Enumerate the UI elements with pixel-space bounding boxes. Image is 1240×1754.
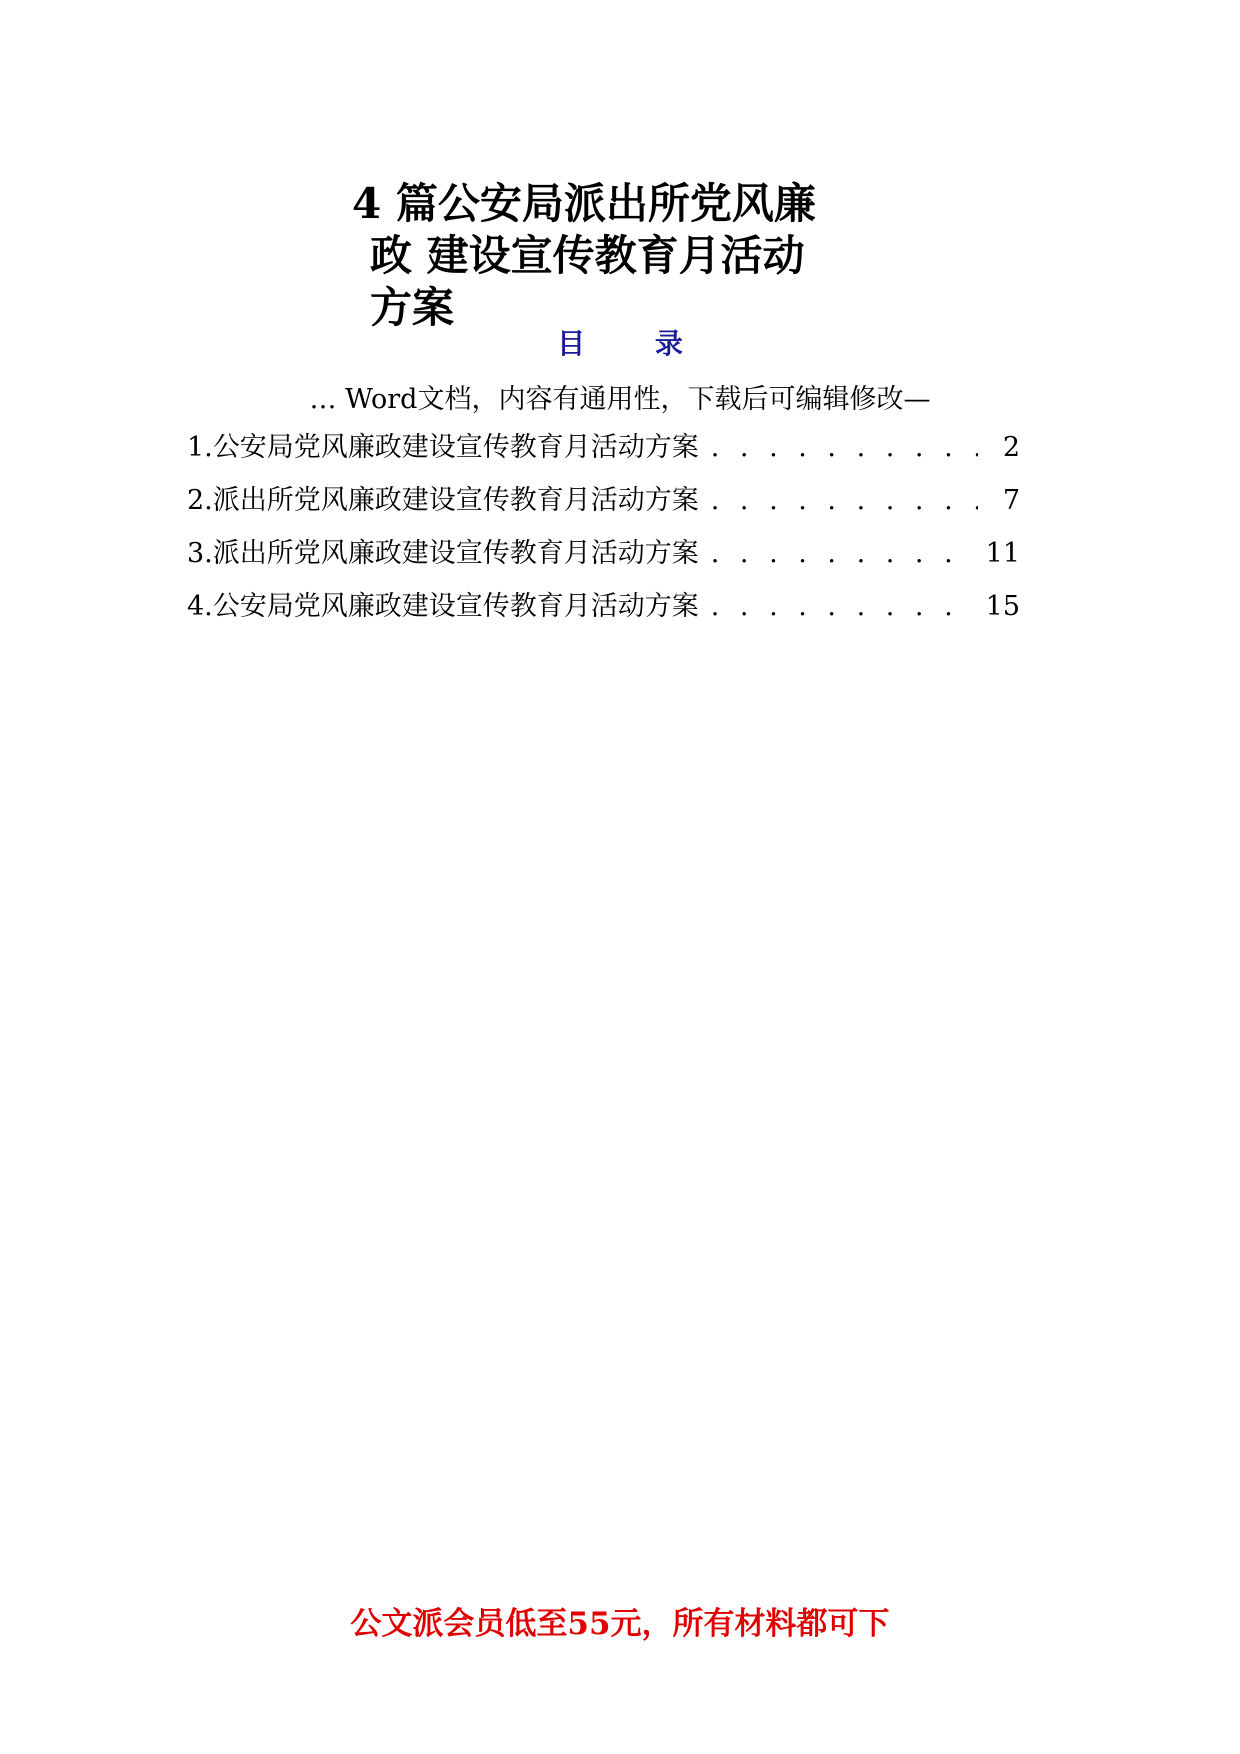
toc-entry-label: 3.派出所党风廉政建设宣传教育月活动方案 <box>187 538 699 569</box>
document-title <box>352 178 912 334</box>
footer-advertisement[interactable]: 公文派会员低至55元，所有材料都可下 <box>350 1606 890 1642</box>
toc-entry-label: 4.公安局党风廉政建设宣传教育月活动方案 <box>187 591 699 622</box>
table-of-contents <box>187 425 1020 637</box>
toc-entry-label: 2.派出所党风廉政建设宣传教育月活动方案 <box>187 485 699 516</box>
title-line-1: 4 篇公安局派出所党风廉 <box>352 179 816 229</box>
toc-dot-leader <box>711 591 974 622</box>
toc-entry-4[interactable] <box>187 584 1020 637</box>
toc-entry-page: 2 <box>1002 432 1020 463</box>
title-line-2: 政 建设宣传教育月活动 <box>370 231 805 281</box>
toc-entry-page: 7 <box>1002 485 1020 516</box>
toc-dot-leader <box>711 432 978 463</box>
toc-entry-2[interactable] <box>187 478 1020 531</box>
toc-dot-leader <box>711 485 978 516</box>
editable-note: … Word文档，内容有通用性，下载后可编辑修改— <box>309 384 931 415</box>
toc-entry-label: 1.公安局党风廉政建设宣传教育月活动方案 <box>187 432 699 463</box>
toc-entry-1[interactable] <box>187 425 1020 478</box>
toc-heading: 目 录 <box>557 327 713 360</box>
toc-dot-leader <box>711 538 974 569</box>
title-line-3: 方案 <box>370 283 455 333</box>
toc-entry-page: 11 <box>985 538 1020 569</box>
toc-entry-page: 15 <box>985 591 1020 622</box>
toc-entry-3[interactable] <box>187 531 1020 584</box>
